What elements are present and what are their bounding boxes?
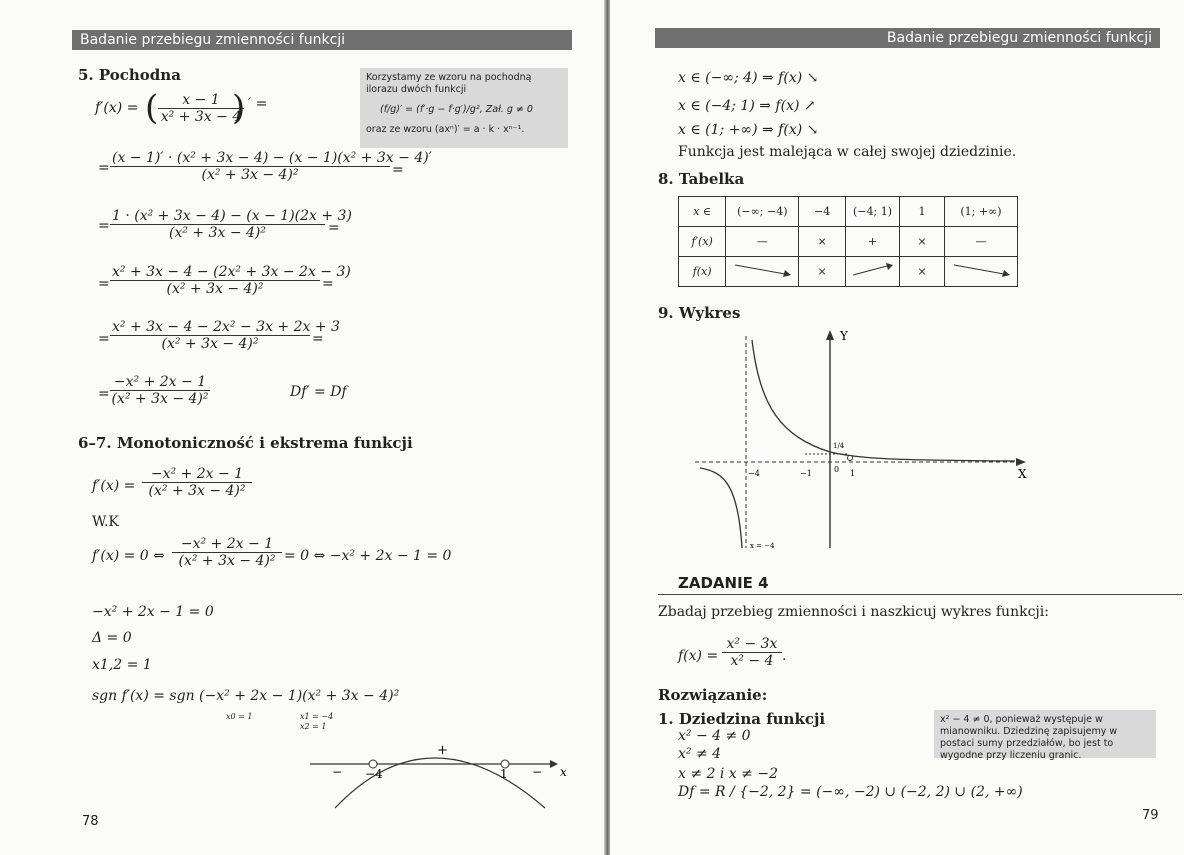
section-1-title: 1. Dziedzina funkcji bbox=[658, 710, 826, 728]
table-cell-decreasing bbox=[726, 257, 799, 287]
mono-4: Funkcja jest malejąca w całej swojej dziedzinie. bbox=[678, 144, 1017, 160]
table-row bbox=[679, 227, 1018, 257]
eq3-eq-tail: = bbox=[328, 220, 340, 236]
table-cell: f′(x) bbox=[679, 227, 726, 257]
sign-diagram bbox=[300, 728, 580, 812]
sign-parabola bbox=[335, 758, 545, 808]
mono-lhs: f′(x) = bbox=[92, 478, 136, 494]
quad-eq: −x² + 2x − 1 = 0 bbox=[92, 604, 214, 620]
sign-label-1: 1 bbox=[500, 767, 508, 781]
y-axis-arrow bbox=[826, 330, 834, 340]
domain-note: x² − 4 ≠ 0, ponieważ występuje w mianowniku. Dziedzinę zapisujemy w postaci sumy przedziałów, bo jest to wygodne przy liczeniu granic. bbox=[934, 710, 1156, 758]
eq2-fraction: $\frac{\text{(x − 1)′ · (x² + 3x − 4) − (x − 1)(x² + 3x − 4)′}}{\text{(x² + 3x − 4)²}}$ bbox=[112, 150, 432, 183]
variation-table bbox=[678, 196, 1018, 287]
eq6-fraction: $\frac{\text{−x² + 2x − 1}}{\text{(x² + 3x − 4)²}}$ bbox=[111, 374, 209, 407]
sgn-eq: sgn f′(x) = sgn (−x² + 2x − 1)(x² + 3x − 4)² bbox=[92, 688, 400, 704]
left-page-number: 78 bbox=[82, 814, 99, 829]
mono-2: x ∈ (−4; 1) ⇒ f(x) ↗ bbox=[678, 98, 816, 114]
section-9-title: 9. Wykres bbox=[658, 304, 741, 322]
cond-lhs: f′(x) = 0 ⇔ bbox=[92, 548, 165, 564]
table-cell: × bbox=[799, 227, 846, 257]
domain-2: x² ≠ 4 bbox=[678, 746, 722, 762]
domain-3: x ≠ 2 i x ≠ −2 bbox=[678, 766, 778, 782]
graph-label-1: 1 bbox=[850, 469, 856, 478]
wk-label: W.K bbox=[92, 514, 119, 530]
table-cell: f(x) bbox=[679, 257, 726, 287]
table-cell: × bbox=[899, 227, 944, 257]
section-8-title: 8. Tabelka bbox=[658, 170, 745, 188]
task-divider bbox=[658, 594, 1182, 595]
task-dot: . bbox=[782, 648, 787, 664]
task-fraction: $\frac{\text{x² − 3x}}{\text{x² − 4}}$ bbox=[722, 636, 782, 669]
arrow-up-icon bbox=[849, 262, 895, 278]
graph-label-asymptote: x = −4 bbox=[750, 542, 775, 550]
sgn-note-1: x0 = 1 bbox=[226, 712, 253, 721]
graph-label-m4: −4 bbox=[748, 469, 760, 478]
graph-label-x: X bbox=[1018, 467, 1027, 481]
graph-label-quarter: 1/4 bbox=[833, 442, 845, 450]
domain-4: Df = R / {−2, 2} = (−∞, −2) ∪ (−2, 2) ∪ (2, +∞) bbox=[678, 784, 1023, 800]
table-cell: × bbox=[799, 257, 846, 287]
right-header: Badanie przebiegu zmienności funkcji bbox=[655, 28, 1160, 48]
solution-title: Rozwiązanie: bbox=[658, 686, 768, 704]
graph-curve-left bbox=[700, 468, 742, 548]
table-cell: (−∞; −4) bbox=[726, 197, 799, 227]
table-cell-decreasing bbox=[944, 257, 1017, 287]
table-cell: x ∈ bbox=[679, 197, 726, 227]
sign-minus-right: − bbox=[532, 765, 543, 779]
sgn-note-2b: x2 = 1 bbox=[300, 722, 327, 731]
cond-fraction: $\frac{\text{−x² + 2x − 1}}{\text{(x² + 3x − 4)²}}$ bbox=[172, 536, 282, 569]
sign-plus: + bbox=[437, 743, 448, 758]
table-cell: × bbox=[899, 257, 944, 287]
eq1-tail: ′ = bbox=[248, 96, 268, 112]
eq5-eq: = bbox=[98, 331, 110, 347]
table-cell: — bbox=[726, 227, 799, 257]
sign-axis-arrow bbox=[550, 760, 558, 768]
cond-rhs: = 0 ⇔ −x² + 2x − 1 = 0 bbox=[284, 548, 452, 564]
right-page-number: 79 bbox=[1142, 808, 1159, 823]
domain-1: x² − 4 ≠ 0 bbox=[678, 728, 751, 744]
mono-fraction: $\frac{\text{−x² + 2x − 1}}{\text{(x² + 3x − 4)²}}$ bbox=[142, 466, 252, 499]
table-row bbox=[679, 257, 1018, 287]
arrow-down-icon bbox=[950, 262, 1012, 278]
graph-label-0: 0 bbox=[834, 465, 840, 474]
mono-1: x ∈ (−∞; 4) ⇒ f(x) ↘ bbox=[678, 70, 819, 86]
eq4-eq: = bbox=[98, 276, 110, 292]
task-text: Zbadaj przebieg zmienności i naszkicuj wykres funkcji: bbox=[658, 604, 1049, 620]
eq2-eq: = bbox=[98, 160, 110, 176]
table-cell: + bbox=[845, 227, 899, 257]
function-graph bbox=[690, 326, 1050, 556]
eq4-fraction: $\frac{\text{x² + 3x − 4 − (2x² + 3x − 2x − 3)}}{\text{(x² + 3x − 4)²}}$ bbox=[112, 264, 351, 297]
arrow-down-icon bbox=[731, 262, 793, 278]
x-axis-arrow bbox=[1016, 458, 1026, 466]
right-page bbox=[610, 0, 1184, 855]
derivative-note: Korzystamy ze wzoru na pochodną ilorazu dwóch funkcji (f/g)′ = (f′·g − f·g′)/g², Zał. g ≠ 0 oraz ze wzoru (axⁿ)′ = a · k · xⁿ⁻¹. bbox=[360, 68, 568, 148]
task-title: ZADANIE 4 bbox=[678, 574, 769, 592]
graph-label-y: Y bbox=[840, 329, 848, 343]
graph-label-m1: −1 bbox=[800, 469, 812, 478]
mono-3: x ∈ (1; +∞) ⇒ f(x) ↘ bbox=[678, 122, 819, 138]
eq5-eq-tail: = bbox=[312, 331, 324, 347]
paren-open: ( bbox=[145, 88, 159, 128]
eq4-eq-tail: = bbox=[322, 276, 334, 292]
domain-equality: Df′ = Df bbox=[290, 384, 347, 400]
eq6-eq: = bbox=[98, 386, 110, 402]
delta-eq: Δ = 0 bbox=[92, 630, 132, 646]
section-67-title: 6–7. Monotoniczność i ekstrema funkcji bbox=[78, 434, 413, 452]
table-cell: (1; +∞) bbox=[944, 197, 1017, 227]
table-cell: 1 bbox=[899, 197, 944, 227]
roots-eq: x1,2 = 1 bbox=[92, 657, 152, 673]
eq3-fraction: $\frac{\text{1 · (x² + 3x − 4) − (x − 1)(2x + 3)}}{\text{(x² + 3x − 4)²}}$ bbox=[112, 208, 352, 241]
eq3-eq: = bbox=[98, 218, 110, 234]
eq1-fraction: $\frac{x - 1}{\text{x² + 3x − 4}}$ bbox=[158, 92, 244, 125]
graph-curve-right bbox=[752, 340, 1015, 461]
table-cell: −4 bbox=[799, 197, 846, 227]
table-cell: (−4; 1) bbox=[845, 197, 899, 227]
task-lhs: f(x) = bbox=[678, 648, 719, 664]
left-header: Badanie przebiegu zmienności funkcji bbox=[72, 30, 572, 50]
table-cell-increasing bbox=[845, 257, 899, 287]
sgn-note-2a: x1 = −4 bbox=[300, 712, 334, 721]
eq2-eq-tail: = bbox=[392, 162, 404, 178]
eq1-lhs: f′(x) = bbox=[95, 100, 139, 116]
paren-close: ) bbox=[232, 88, 246, 128]
graph-point bbox=[848, 456, 853, 461]
sign-label-m4: −4 bbox=[365, 767, 383, 781]
sign-minus-left: − bbox=[332, 765, 343, 779]
sign-label-x: x bbox=[560, 765, 567, 779]
table-row bbox=[679, 197, 1018, 227]
table-cell: — bbox=[944, 227, 1017, 257]
section-5-title: 5. Pochodna bbox=[78, 66, 181, 84]
eq5-fraction: $\frac{\text{x² + 3x − 4 − 2x² − 3x + 2x + 3}}{\text{(x² + 3x − 4)²}}$ bbox=[112, 319, 340, 352]
